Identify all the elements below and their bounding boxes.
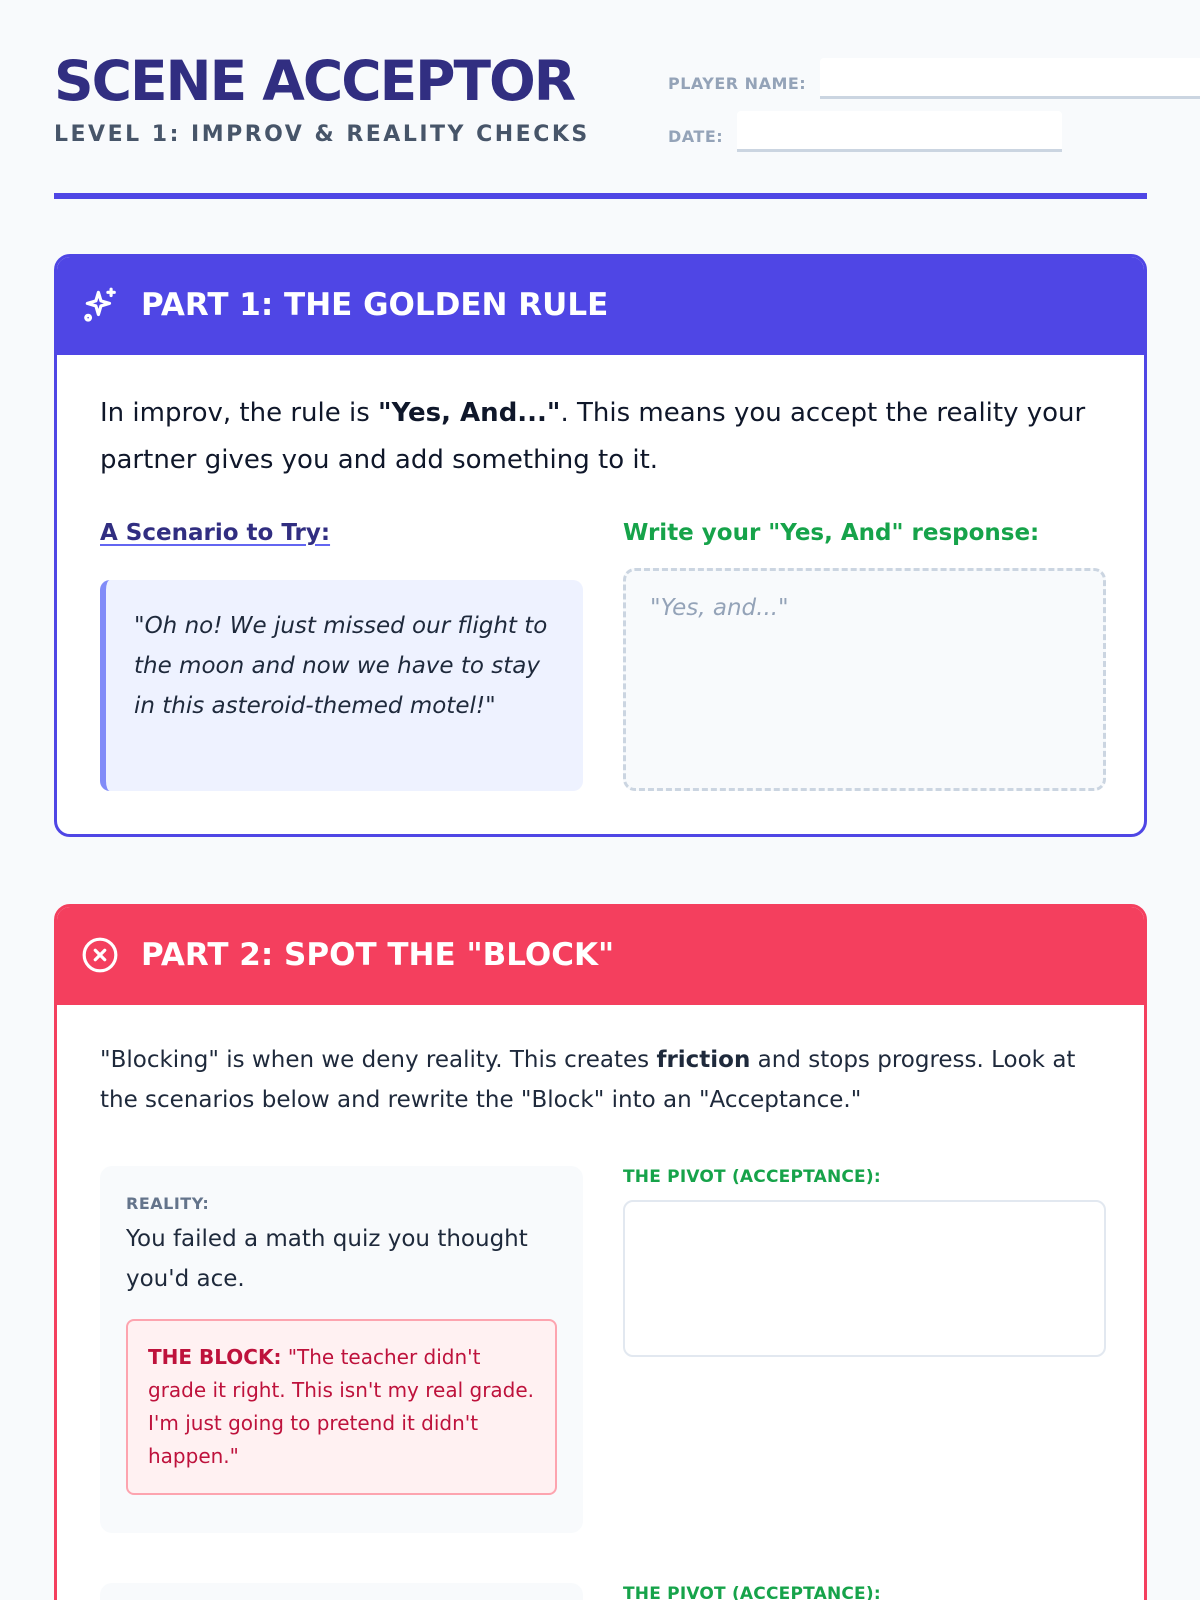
block-label: THE BLOCK: bbox=[148, 1345, 282, 1369]
block-text: "The teacher didn't grade it right. This isn't my real grade. I'm just going to pretend it didn't happen." bbox=[148, 1345, 535, 1468]
part1-header bbox=[54, 254, 1147, 355]
part2-header bbox=[54, 904, 1147, 1005]
part1-section bbox=[54, 254, 1147, 837]
block-callout bbox=[126, 1319, 557, 1495]
part2-intro bbox=[100, 1040, 1100, 1120]
block-scenario-card-2 bbox=[100, 1583, 583, 1600]
part1-intro-text-a: In improv, the rule is bbox=[100, 398, 379, 428]
reality-text: You failed a math quiz you thought you'd ace. bbox=[126, 1226, 528, 1292]
part1-title: PART 1: THE GOLDEN RULE bbox=[141, 286, 609, 323]
yes-and-response-field[interactable] bbox=[623, 568, 1106, 791]
pivot-label-2: THE PIVOT (ACCEPTANCE): bbox=[623, 1584, 881, 1600]
block-scenario-card bbox=[100, 1166, 583, 1533]
player-name-row bbox=[668, 58, 1200, 99]
part2-title: PART 2: SPOT THE "BLOCK" bbox=[141, 936, 615, 973]
player-name-input[interactable] bbox=[820, 58, 1200, 99]
part2-intro-text-a: "Blocking" is when we deny reality. This creates bbox=[100, 1047, 657, 1073]
part1-intro bbox=[100, 390, 1100, 484]
header-divider bbox=[54, 193, 1147, 199]
part1-intro-emphasis: "Yes, And..." bbox=[378, 398, 561, 428]
pivot-input[interactable] bbox=[623, 1200, 1106, 1357]
page-subtitle: LEVEL 1: IMPROV & REALITY CHECKS bbox=[54, 122, 590, 147]
part1-intro-text-b: . This means you accept the reality your partner gives you and add something to it. bbox=[100, 398, 1086, 475]
reality-label: REALITY: bbox=[126, 1194, 210, 1213]
response-label: Write your "Yes, And" response: bbox=[623, 520, 1040, 546]
date-row bbox=[668, 111, 1062, 152]
part2-section bbox=[54, 904, 1147, 1600]
sparkles-icon bbox=[81, 286, 119, 324]
part2-intro-text-b: and stops progress. Look at the scenarios below and rewrite the "Block" into an "Acceptance." bbox=[100, 1047, 1076, 1113]
date-input[interactable] bbox=[737, 111, 1062, 152]
response-placeholder: "Yes, and..." bbox=[650, 595, 789, 621]
page-title: SCENE ACCEPTOR bbox=[54, 49, 575, 113]
scenario-label: A Scenario to Try: bbox=[100, 520, 331, 546]
scenario-quote: "Oh no! We just missed our flight to the moon and now we have to stay in this asteroid-themed motel!" bbox=[100, 580, 583, 791]
x-circle-icon bbox=[81, 936, 119, 974]
worksheet-header bbox=[54, 40, 1147, 200]
part2-intro-emphasis: friction bbox=[656, 1047, 751, 1073]
pivot-label: THE PIVOT (ACCEPTANCE): bbox=[623, 1167, 881, 1187]
player-name-label: PLAYER NAME: bbox=[668, 74, 807, 93]
date-label: DATE: bbox=[668, 127, 724, 146]
